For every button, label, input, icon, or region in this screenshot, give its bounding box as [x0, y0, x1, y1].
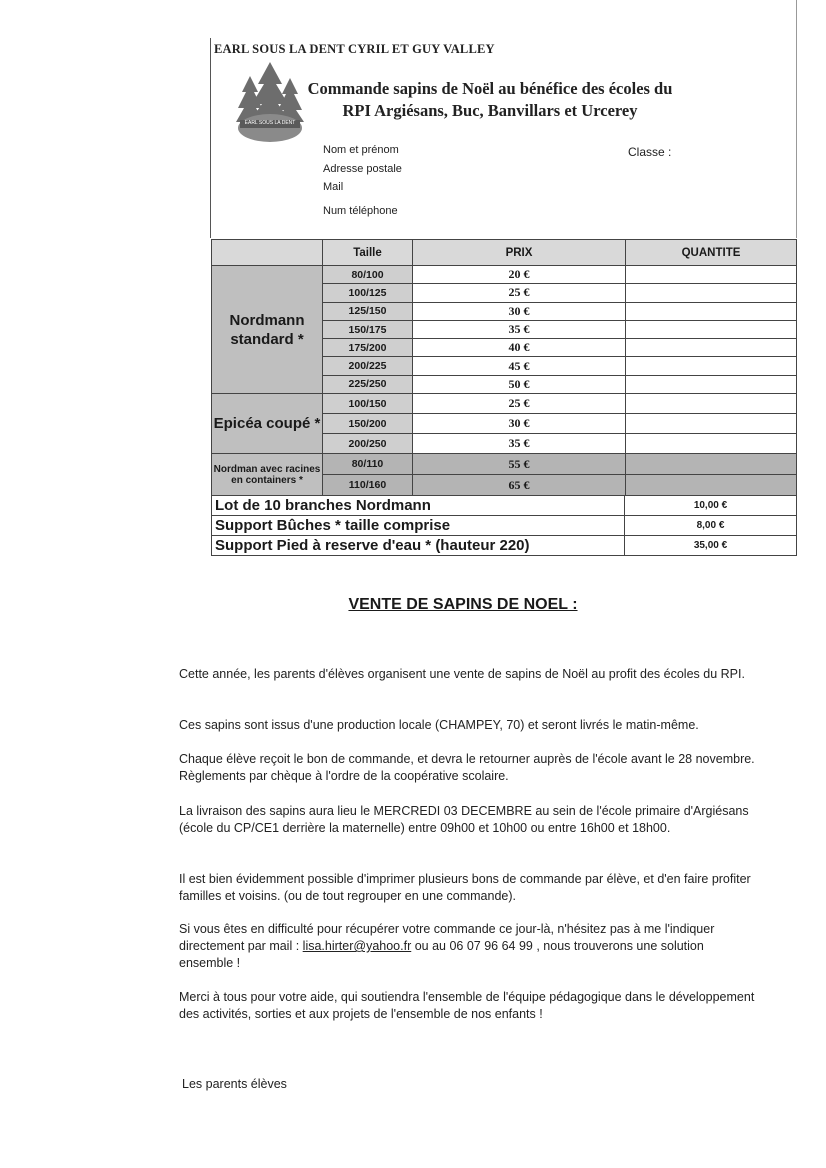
- table-row: [212, 454, 797, 475]
- extra-price: 10,00 €: [625, 496, 797, 516]
- size-cell: 200/225: [323, 357, 413, 375]
- size-cell: 80/110: [323, 454, 413, 475]
- header-quantity: QUANTITE: [626, 240, 797, 266]
- paragraph-order: Chaque élève reçoit le bon de commande, et devra le retourner auprès de l'école avant le 28 novembre. Règlements par chèque à l'ordre de la coopérative scolaire.: [179, 752, 755, 783]
- quantity-cell[interactable]: [626, 302, 797, 320]
- field-mail-label: Mail: [323, 181, 344, 193]
- price-cell: 55 €: [413, 454, 626, 475]
- logo-text: EARL SOUS LA DENT: [244, 120, 296, 126]
- extra-price: 35,00 €: [625, 536, 797, 556]
- price-cell: 45 €: [413, 357, 626, 375]
- organization-name: EARL SOUS LA DENT CYRIL ET GUY VALLEY: [214, 42, 495, 56]
- field-class-label: Classe :: [628, 145, 672, 159]
- price-cell: 35 €: [413, 320, 626, 338]
- quantity-cell[interactable]: [626, 284, 797, 302]
- extra-label: Support Bûches * taille comprise: [212, 516, 625, 536]
- header-size: Taille: [323, 240, 413, 266]
- price-cell: 30 €: [413, 302, 626, 320]
- price-cell: 30 €: [413, 414, 626, 434]
- group-nordman-containers: Nordman avec racines en containers *: [212, 454, 323, 496]
- size-cell: 200/250: [323, 434, 413, 454]
- price-cell: 50 €: [413, 375, 626, 393]
- price-table: [211, 239, 797, 496]
- email-link[interactable]: lisa.hirter@yahoo.fr: [302, 939, 412, 953]
- quantity-cell[interactable]: [626, 475, 797, 496]
- scan-edge-line: [796, 0, 797, 238]
- quantity-cell[interactable]: [626, 357, 797, 375]
- quantity-cell[interactable]: [626, 394, 797, 414]
- paragraph-intro: Cette année, les parents d'élèves organisent une vente de sapins de Noël au profit des écoles du RPI.: [179, 667, 745, 681]
- size-cell: 150/175: [323, 320, 413, 338]
- price-cell: 25 €: [413, 394, 626, 414]
- group-nordmann-standard: Nordmann standard *: [212, 266, 323, 394]
- size-cell: 100/125: [323, 284, 413, 302]
- quantity-cell[interactable]: [626, 266, 797, 284]
- size-cell: 125/150: [323, 302, 413, 320]
- quantity-cell[interactable]: [626, 414, 797, 434]
- form-title-line1: Commande sapins de Noël au bénéfice des écoles du: [307, 79, 673, 98]
- form-left-border: [210, 38, 211, 238]
- table-row: [212, 536, 797, 556]
- contact-text-before: Si vous êtes en difficulté pour récupérer votre commande ce jour-là, n'hésitez pas à me l'indiquer directement par mail :: [179, 922, 715, 953]
- price-cell: 65 €: [413, 475, 626, 496]
- price-cell: 20 €: [413, 266, 626, 284]
- quantity-cell[interactable]: [626, 375, 797, 393]
- size-cell: 80/100: [323, 266, 413, 284]
- extra-label: Lot de 10 branches Nordmann: [212, 496, 625, 516]
- table-row: [212, 496, 797, 516]
- contact-text-after: ou au 06 07 96 64 99 , nous trouverons une solution ensemble !: [179, 939, 704, 970]
- form-title-line2: RPI Argiésans, Buc, Banvillars et Urcerey: [342, 101, 638, 120]
- header-blank-cell: [212, 240, 323, 266]
- paragraph-delivery: La livraison des sapins aura lieu le MERCREDI 03 DECEMBRE au sein de l'école primaire d'Argiésans (école du CP/CE1 derrière la maternelle) entre 09h00 et 10h00 ou entre 16h00 et 18h00.: [179, 804, 749, 835]
- signature: Les parents élèves: [182, 1077, 287, 1091]
- size-cell: 225/250: [323, 375, 413, 393]
- header-price: PRIX: [413, 240, 626, 266]
- field-phone-label: Num téléphone: [323, 205, 398, 217]
- price-cell: 35 €: [413, 434, 626, 454]
- field-name-label: Nom et prénom: [323, 144, 399, 156]
- letter-title: VENTE DE SAPINS DE NOEL :: [348, 596, 578, 613]
- field-address-label: Adresse postale: [323, 163, 402, 175]
- quantity-cell[interactable]: [626, 339, 797, 357]
- table-header-row: [212, 240, 797, 266]
- paragraph-multiple: Il est bien évidemment possible d'imprimer plusieurs bons de commande par élève, et d'en faire profiter familles et voisins. (ou de tout regrouper en une commande).: [179, 872, 751, 903]
- group-epicea-coupe: Epicéa coupé *: [212, 394, 323, 454]
- extras-table: [211, 495, 797, 556]
- quantity-cell[interactable]: [626, 434, 797, 454]
- table-row: [212, 516, 797, 536]
- paragraph-thanks: Merci à tous pour votre aide, qui soutiendra l'ensemble de l'équipe pédagogique dans le développement des activités, sorties et aux projets de l'ensemble de nos enfants !: [179, 990, 755, 1021]
- extra-label: Support Pied à reserve d'eau * (hauteur 220): [212, 536, 625, 556]
- table-row: [212, 266, 797, 284]
- paragraph-origin: Ces sapins sont issus d'une production locale (CHAMPEY, 70) et seront livrés le matin-même.: [179, 718, 699, 732]
- size-cell: 110/160: [323, 475, 413, 496]
- size-cell: 100/150: [323, 394, 413, 414]
- size-cell: 150/200: [323, 414, 413, 434]
- paragraph-contact: [179, 921, 759, 972]
- price-cell: 40 €: [413, 339, 626, 357]
- form-title: [290, 78, 690, 122]
- table-row: [212, 394, 797, 414]
- size-cell: 175/200: [323, 339, 413, 357]
- quantity-cell[interactable]: [626, 320, 797, 338]
- price-cell: 25 €: [413, 284, 626, 302]
- quantity-cell[interactable]: [626, 454, 797, 475]
- extra-price: 8,00 €: [625, 516, 797, 536]
